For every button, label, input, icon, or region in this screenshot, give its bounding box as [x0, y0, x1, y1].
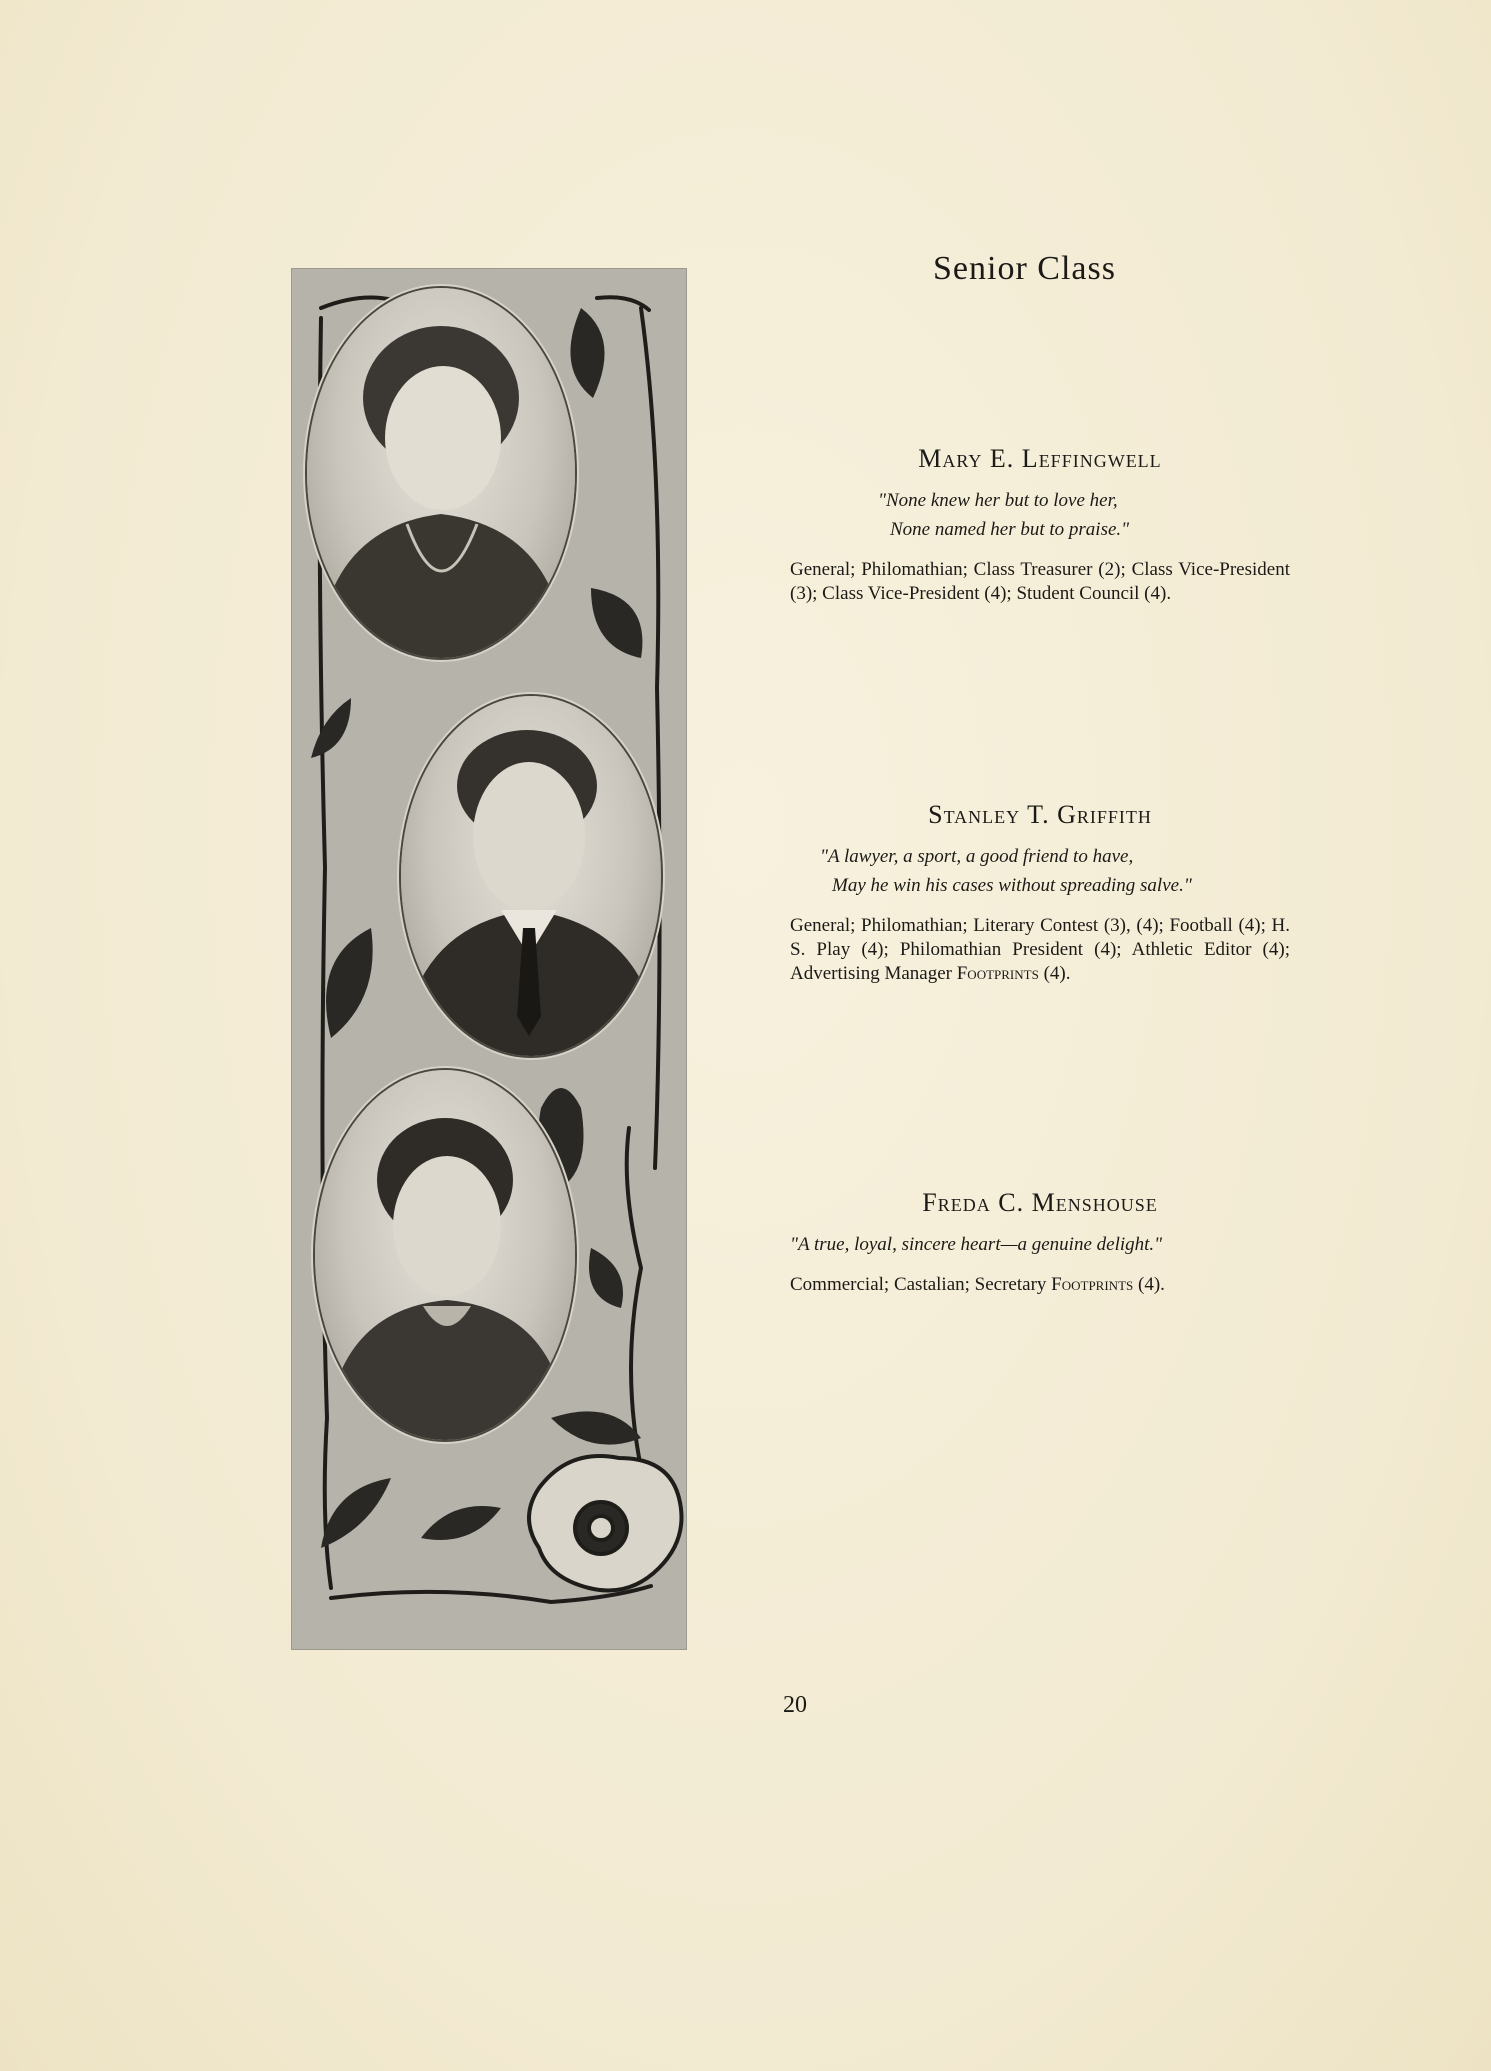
senior-entry-2 — [790, 800, 1290, 986]
student-quote — [790, 1230, 1290, 1259]
portrait-figure-1 — [307, 288, 575, 658]
activities-text: (4). — [1133, 1274, 1165, 1295]
student-name: Mary E. Leffingwell — [918, 444, 1162, 473]
activities-text: General; Philomathian; Literary Contest (3), (4); Football (4); H. S. Play (4); Philomathian President (4); Athletic Editor (4); Advertising Manager — [790, 915, 1290, 984]
portrait-photo-1 — [307, 288, 575, 658]
quote-line: "A true, loyal, sincere heart—a genuine delight." — [790, 1234, 1163, 1255]
student-name: Stanley T. Griffith — [928, 800, 1152, 829]
student-quote — [790, 842, 1290, 900]
student-activities — [790, 1273, 1290, 1297]
page-title: Senior Class — [933, 250, 1116, 287]
page-number: 20 — [783, 1692, 807, 1718]
student-activities: General; Philomathian; Class Treasurer (2); Class Vice-President (3); Class Vice-President (4); Student Council (4). — [790, 559, 1290, 604]
quote-line: May he win his cases without spreading salve." — [832, 875, 1192, 896]
quote-line: "A lawyer, a sport, a good friend to have, — [820, 846, 1134, 867]
activities-text: (4). — [1038, 963, 1071, 984]
quote-line: "None knew her but to love her, — [878, 490, 1118, 511]
senior-entry-1 — [790, 444, 1290, 606]
student-name: Freda C. Menshouse — [922, 1188, 1158, 1217]
activities-text: Commercial; Castalian; Secretary — [790, 1274, 1052, 1295]
portrait-photo-2 — [401, 696, 661, 1056]
senior-entry-3 — [790, 1188, 1290, 1297]
portrait-photo-3 — [315, 1070, 575, 1440]
portrait-figure-2 — [401, 696, 661, 1056]
publication-name: Footprints — [956, 963, 1039, 984]
student-quote — [790, 486, 1290, 544]
photo-panel — [291, 268, 687, 1650]
portrait-figure-3 — [315, 1070, 575, 1440]
quote-line: None named her but to praise." — [890, 519, 1130, 540]
publication-name: Footprints — [1051, 1274, 1134, 1295]
student-activities — [790, 914, 1290, 986]
